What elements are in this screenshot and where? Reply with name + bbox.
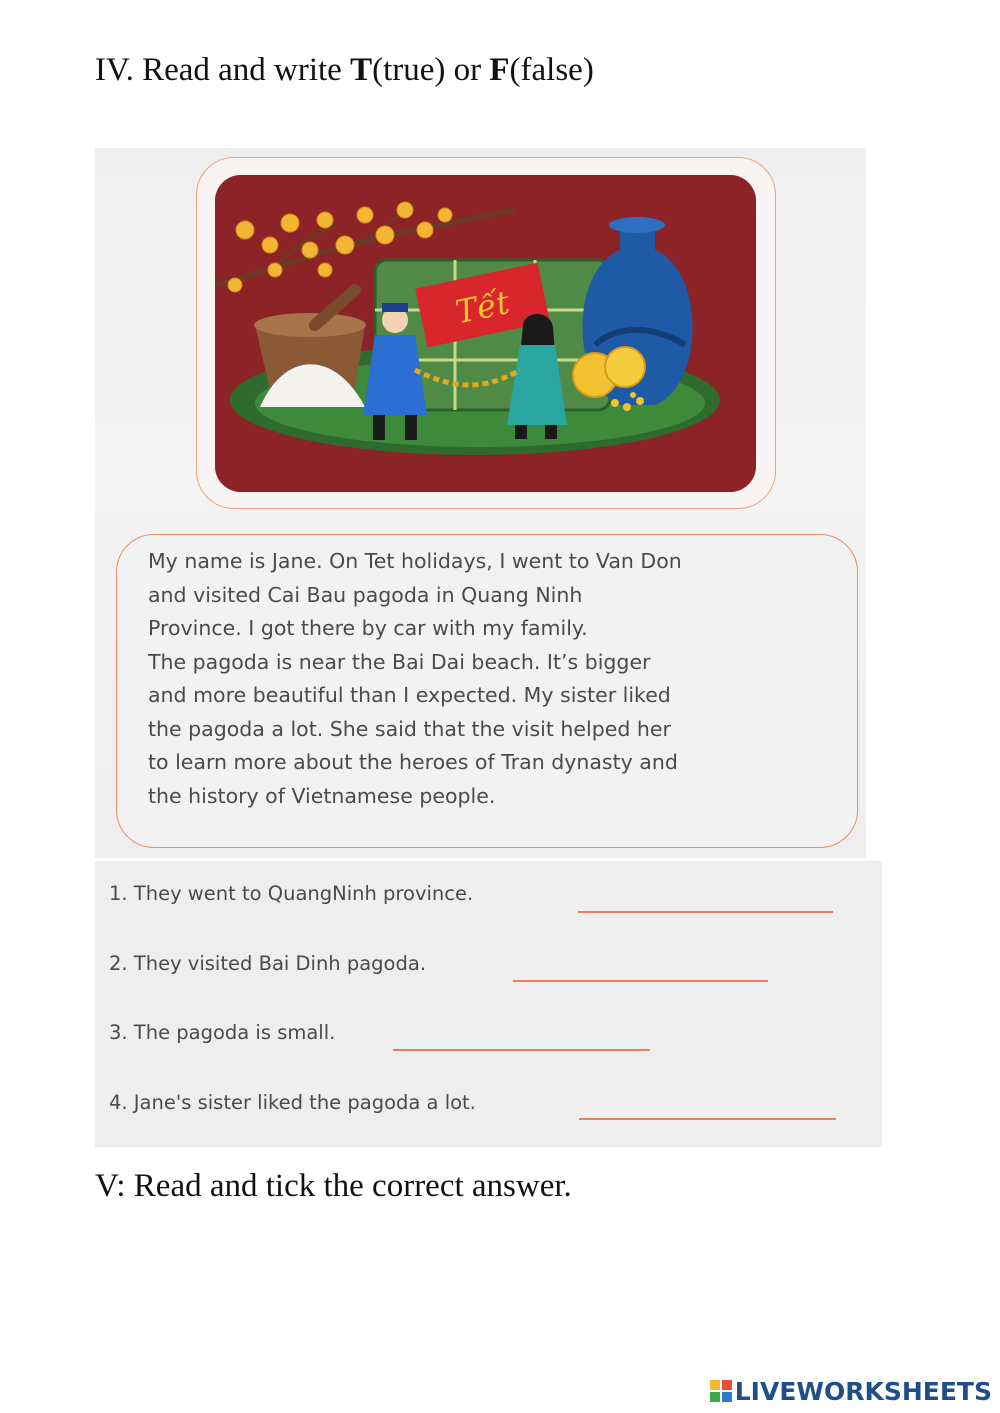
passage-line: The pagoda is near the Bai Dai beach. It’s bigger: [148, 649, 651, 674]
question-1: 1. They went to QuangNinh province.: [109, 882, 474, 905]
section-4-heading: [95, 50, 594, 90]
question-2: 2. They visited Bai Dinh pagoda.: [109, 952, 427, 975]
passage-line: and more beautiful than I expected. My sister liked: [148, 683, 671, 707]
heading-f-letter: F: [489, 52, 510, 88]
question-list: [95, 861, 882, 1147]
liveworksheets-brand: [710, 1376, 992, 1406]
answer-blank-3[interactable]: [393, 1049, 650, 1051]
passage-box: [116, 534, 858, 848]
tet-illustration-art: [215, 175, 756, 492]
answer-blank-4[interactable]: [579, 1118, 836, 1120]
passage-line: Province. I got there by car with my family.: [148, 616, 588, 640]
reading-passage: [148, 545, 838, 813]
heading-t-word: (true) or: [372, 52, 490, 88]
passage-line: My name is Jane. On Tet holidays, I went to Van Don: [148, 549, 682, 573]
heading-f-word: (false): [509, 52, 594, 88]
passage-line: the pagoda a lot. She said that the visit helped her: [148, 716, 671, 741]
answer-blank-2[interactable]: [513, 980, 768, 982]
heading-prefix: IV. Read and write: [95, 52, 351, 88]
brand-name: LIVEWORKSHEETS: [734, 1376, 992, 1406]
reading-card: [95, 148, 866, 858]
tet-banner-text: Tết: [452, 282, 513, 332]
question-4: 4. Jane's sister liked the pagoda a lot.: [109, 1091, 476, 1114]
tet-illustration: [215, 175, 756, 492]
illustration-frame: [196, 157, 776, 509]
liveworksheets-logo-icon: [710, 1380, 732, 1402]
passage-line: and visited Cai Bau pagoda in Quang Ninh: [148, 582, 583, 607]
section-5-heading: V: Read and tick the correct answer.: [95, 1168, 572, 1204]
answer-blank-1[interactable]: [578, 911, 833, 913]
passage-line: the history of Vietnamese people.: [148, 783, 496, 808]
question-3: 3. The pagoda is small.: [109, 1021, 336, 1044]
heading-t-letter: T: [350, 52, 373, 88]
passage-line: to learn more about the heroes of Tran dynasty and: [148, 750, 678, 774]
